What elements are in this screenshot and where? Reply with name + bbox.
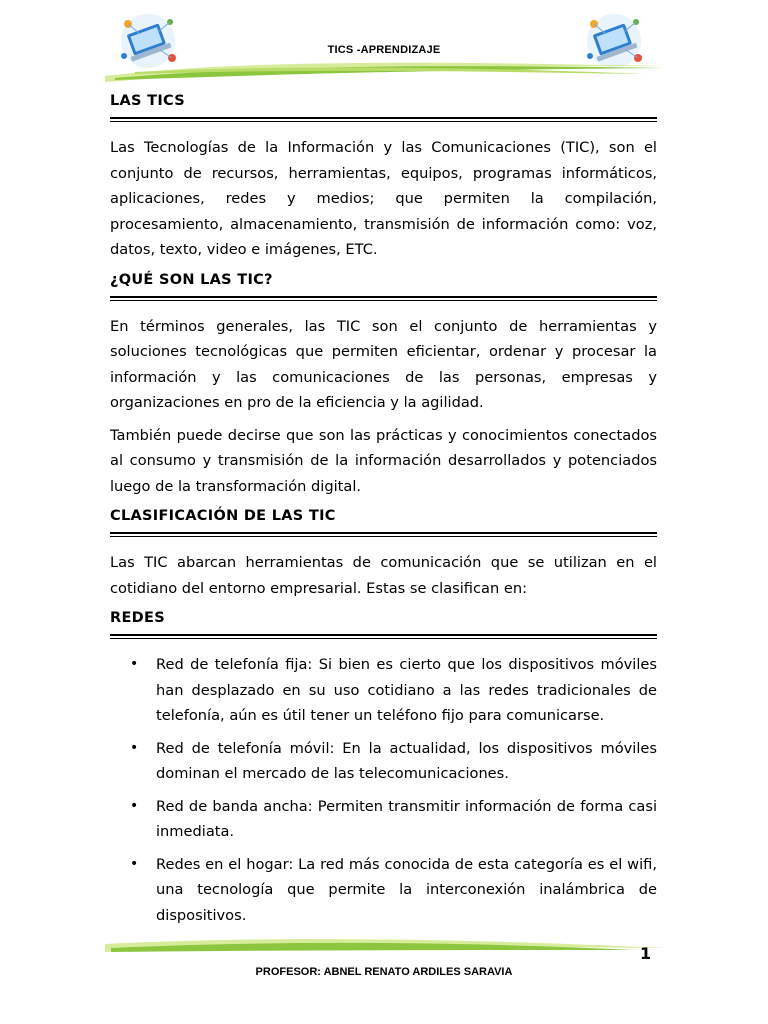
redes-list xyxy=(110,652,657,928)
footer-author: PROFESOR: ABNEL RENATO ARDILES SARAVIA xyxy=(255,966,513,978)
heading-rule xyxy=(110,117,657,119)
heading-rule xyxy=(110,638,657,639)
paragraph: En términos generales, las TIC son el conjunto de herramientas y soluciones tecnológicas que permiten eficientar, ordenar y procesar la información y las comunicaciones de las personas, empresas y organizaciones en pro de la eficiencia y la agilidad. xyxy=(110,317,657,411)
paragraph: También puede decirse que son las prácticas y conocimientos conectados al consumo y transmisión de la información desarrollados y potenciados luego de la transformación digital. xyxy=(110,426,657,495)
header-title: TICS -APRENDIZAJE xyxy=(327,44,441,56)
document-body xyxy=(110,92,657,928)
bullet-icon: • xyxy=(130,739,139,756)
heading-rule xyxy=(110,296,657,298)
heading-rule xyxy=(110,300,657,301)
bullet-icon: • xyxy=(130,797,139,814)
paragraph: Las Tecnologías de la Información y las Comunicaciones (TIC), son el conjunto de recursos, herramientas, equipos, programas informáticos, aplicaciones, redes y medios; que permiten la compilación, procesamiento, almacenamiento, transmisión de información como: voz, datos, texto, video e imágenes, ETC. xyxy=(110,139,657,258)
section-heading: CLASIFICACIÓN DE LAS TIC xyxy=(110,508,336,524)
paragraph: Las TIC abarcan herramientas de comunicación que se utilizan en el cotidiano del entorno empresarial. Estas se clasifican en: xyxy=(110,554,657,597)
section-heading: ¿QUÉ SON LAS TIC? xyxy=(110,271,273,288)
page-number: 1 xyxy=(640,944,652,963)
footer-swoosh-decoration xyxy=(105,934,665,962)
heading-rule xyxy=(110,536,657,537)
section-heading: LAS TICS xyxy=(110,93,185,109)
list-item-text: Red de telefonía móvil: En la actualidad, los dispositivos móviles dominan el mercado de las telecomunicaciones. xyxy=(156,739,657,782)
list-item-text: Red de banda ancha: Permiten transmitir información de forma casi inmediata. xyxy=(156,797,657,840)
list-item xyxy=(110,736,657,787)
list-item xyxy=(110,794,657,845)
list-item xyxy=(110,652,657,729)
heading-rule xyxy=(110,121,657,122)
list-item-text: Redes en el hogar: La red más conocida de esta categoría es el wifi, una tecnología que permite la interconexión inalámbrica de dispositivos. xyxy=(156,855,657,924)
header-swoosh-decoration xyxy=(105,58,665,86)
section-heading: REDES xyxy=(110,610,165,626)
heading-rule xyxy=(110,532,657,534)
bullet-icon: • xyxy=(130,656,139,672)
list-item-text: Red de telefonía fija: Si bien es cierto que los dispositivos móviles han desplazado en su uso cotidiano a las redes tradicionales de telefonía, aún es útil tener un teléfono fijo para comunicarse. xyxy=(156,656,657,724)
list-item xyxy=(110,852,657,929)
heading-rule xyxy=(110,634,657,636)
bullet-icon: • xyxy=(130,855,139,872)
